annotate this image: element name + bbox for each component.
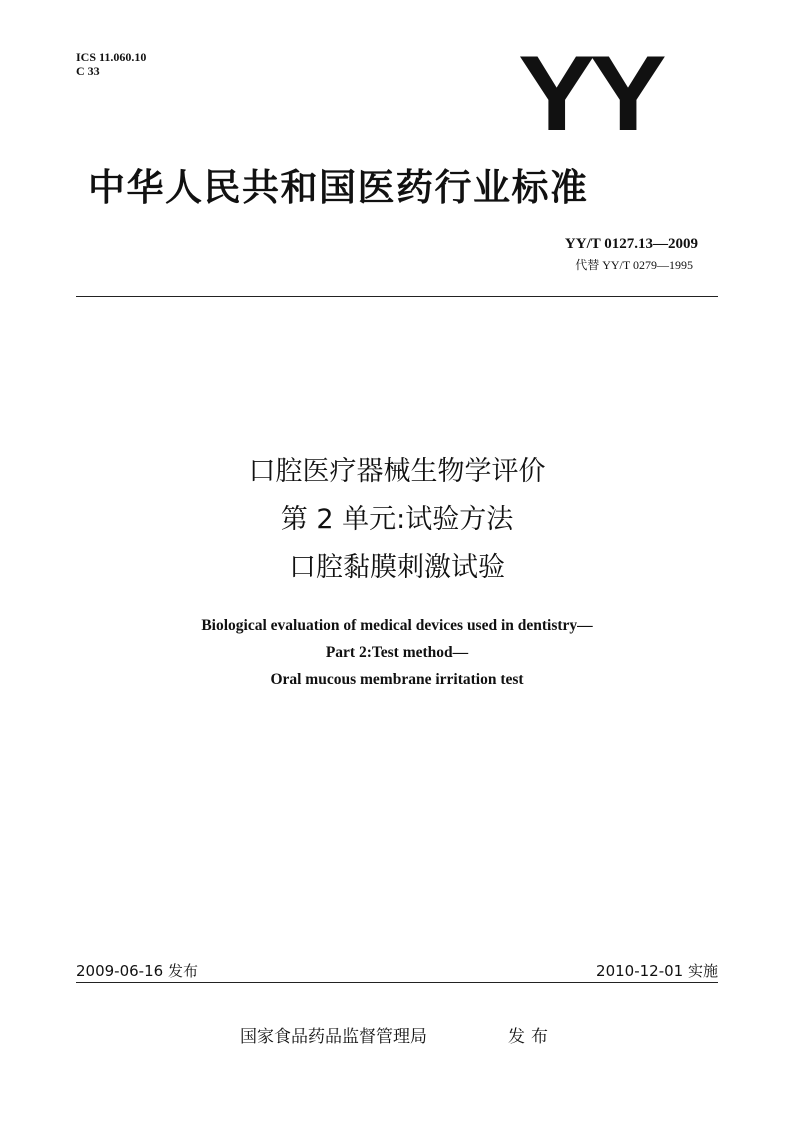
standard-number: YY/T 0127.13—2009 — [564, 236, 698, 252]
standard-title: 中华人民共和国医药行业标准 — [88, 166, 589, 209]
issuing-authority: 国家食品药品监督管理局 — [240, 1027, 427, 1047]
english-title-line-1: Biological evaluation of medical devices used in dentistry— — [201, 617, 593, 634]
ics-code: ICS 11.060.10 — [76, 50, 147, 64]
chinese-title — [0, 448, 794, 592]
classification-codes — [76, 50, 146, 78]
chinese-title-line-1: 口腔医疗器械生物学评价 — [248, 456, 546, 487]
issue-date: 2009-06-16 发布 — [76, 962, 198, 980]
english-title — [0, 612, 794, 693]
english-title-line-3: Oral mucous membrane irritation test — [270, 671, 524, 688]
implement-date: 2010-12-01 实施 — [596, 962, 718, 980]
issue-action: 发布 — [508, 1027, 554, 1047]
replaces-standard: 代替 YY/T 0279—1995 — [575, 258, 693, 272]
chinese-title-line-2: 第 2 单元:试验方法 — [280, 504, 514, 535]
english-title-line-2: Part 2:Test method— — [325, 644, 469, 661]
chinese-title-line-3: 口腔黏膜刺激试验 — [289, 552, 505, 583]
yy-logo: YY — [518, 33, 661, 154]
footer-divider — [76, 982, 718, 983]
header-divider — [76, 296, 718, 297]
ccs-code: C 33 — [76, 64, 100, 78]
